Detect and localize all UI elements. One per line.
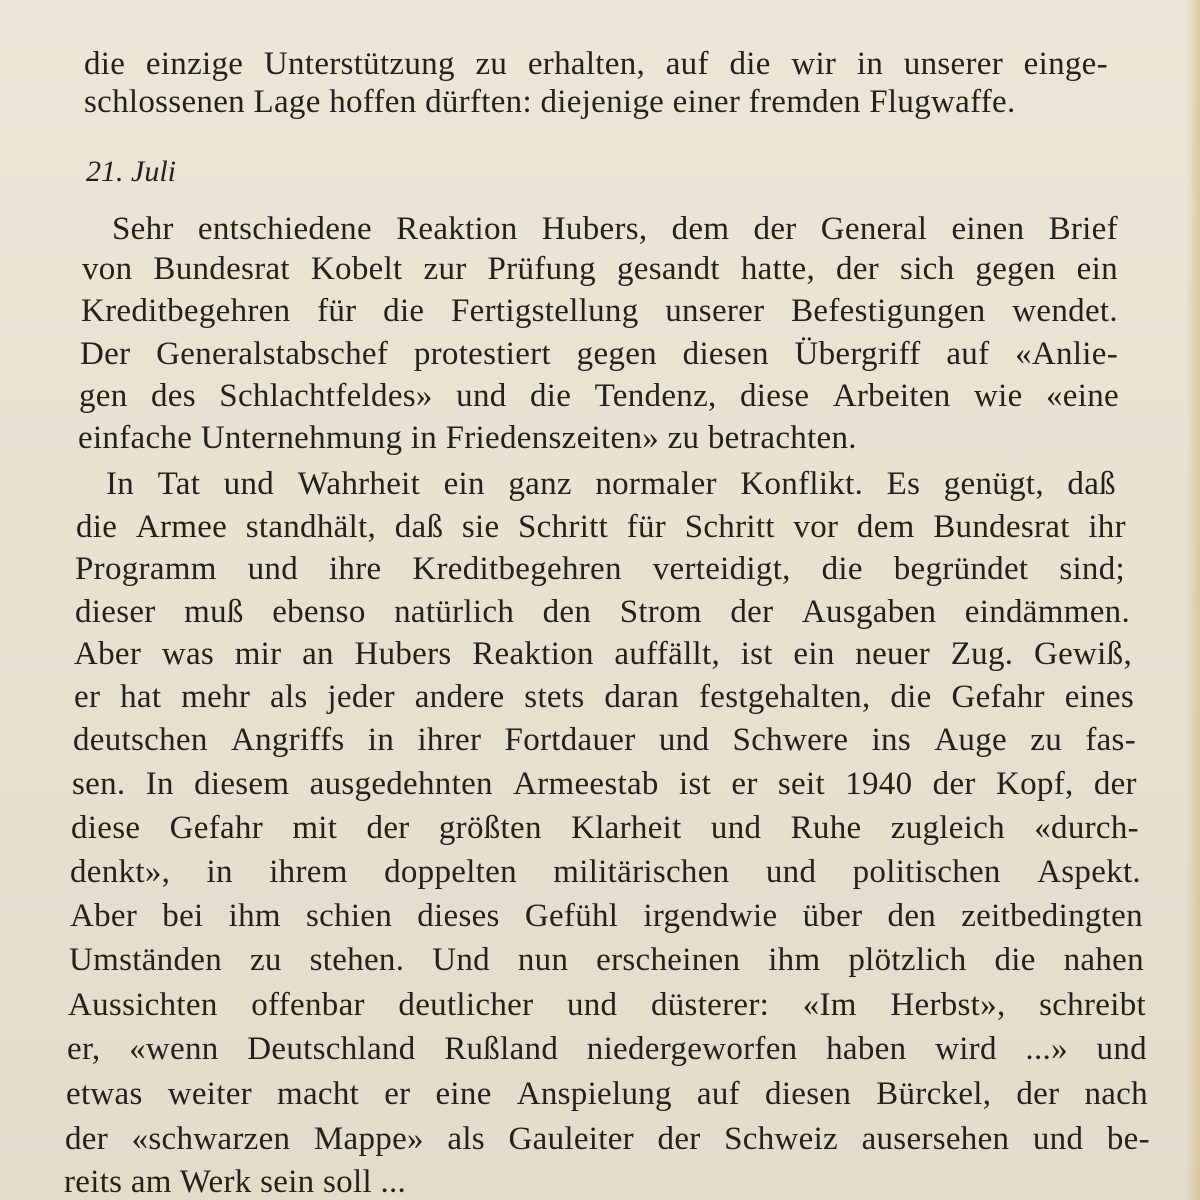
text-line: denkt», in ihrem doppelten militärischen und politischen Aspekt. xyxy=(70,854,1141,890)
text-line: reits am Werk sein soll ... xyxy=(64,1164,407,1200)
text-line: sen. In diesem ausgedehnten Armeestab ist er seit 1940 der Kopf, der xyxy=(72,766,1137,802)
text-line: diese Gefahr mit der größten Klarheit und Ruhe zugleich «durch- xyxy=(71,810,1139,846)
text-line: schlossenen Lage hoffen dürften: diejenige einer fremden Flugwaffe. xyxy=(84,84,1016,120)
text-line: Aussichten offenbar deutlicher und düsterer: «Im Herbst», schreibt xyxy=(68,987,1146,1023)
text-line: Aber bei ihm schien dieses Gefühl irgendwie über den zeitbedingten xyxy=(70,898,1143,934)
text-line: Sehr entschiedene Reaktion Hubers, dem der General einen Brief xyxy=(112,211,1118,247)
text-line: Der Generalstabschef protestiert gegen diesen Übergriff auf «Anlie- xyxy=(80,336,1118,372)
text-line: Kreditbegehren für die Fertigstellung unserer Befestigungen wendet. xyxy=(81,293,1118,329)
text-line: der «schwarzen Mappe» als Gauleiter der Schweiz ausersehen und be- xyxy=(65,1121,1150,1157)
text-line: In Tat und Wahrheit ein ganz normaler Konflikt. Es genügt, daß xyxy=(106,466,1116,502)
text-line: die einzige Unterstützung zu erhalten, auf die wir in unserer einge- xyxy=(84,46,1108,82)
text-line: er, «wenn Deutschland Rußland niedergeworfen haben wird ...» und xyxy=(67,1031,1147,1067)
text-line: Programm und ihre Kreditbegehren verteidigt, die begründet sind; xyxy=(75,551,1125,587)
text-line: die Armee standhält, daß sie Schritt für Schritt vor dem Bundesrat ihr xyxy=(76,509,1126,545)
text-line: Umständen zu stehen. Und nun erscheinen ihm plötzlich die nahen xyxy=(69,942,1144,978)
text-line: etwas weiter macht er eine Anspielung auf diesen Bürckel, der nach xyxy=(66,1076,1148,1112)
text-line: deutschen Angriffs in ihrer Fortdauer und Schwere ins Auge zu fas- xyxy=(73,722,1136,758)
date-heading: 21. Juli xyxy=(86,155,176,188)
text-line: Aber was mir an Hubers Reaktion auffällt, ist ein neuer Zug. Gewiß, xyxy=(74,636,1132,672)
text-line: dieser muß ebenso natürlich den Strom der Ausgaben eindämmen. xyxy=(75,594,1130,630)
text-line: einfache Unternehmung in Friedenszeiten» zu betrachten. xyxy=(78,420,857,456)
text-line: gen des Schlachtfeldes» und die Tendenz, diese Arbeiten wie «eine xyxy=(79,378,1119,414)
text-line: er hat mehr als jeder andere stets daran festgehalten, die Gefahr eines xyxy=(74,679,1134,715)
text-line: von Bundesrat Kobelt zur Prüfung gesandt hatte, der sich gegen ein xyxy=(82,251,1118,287)
